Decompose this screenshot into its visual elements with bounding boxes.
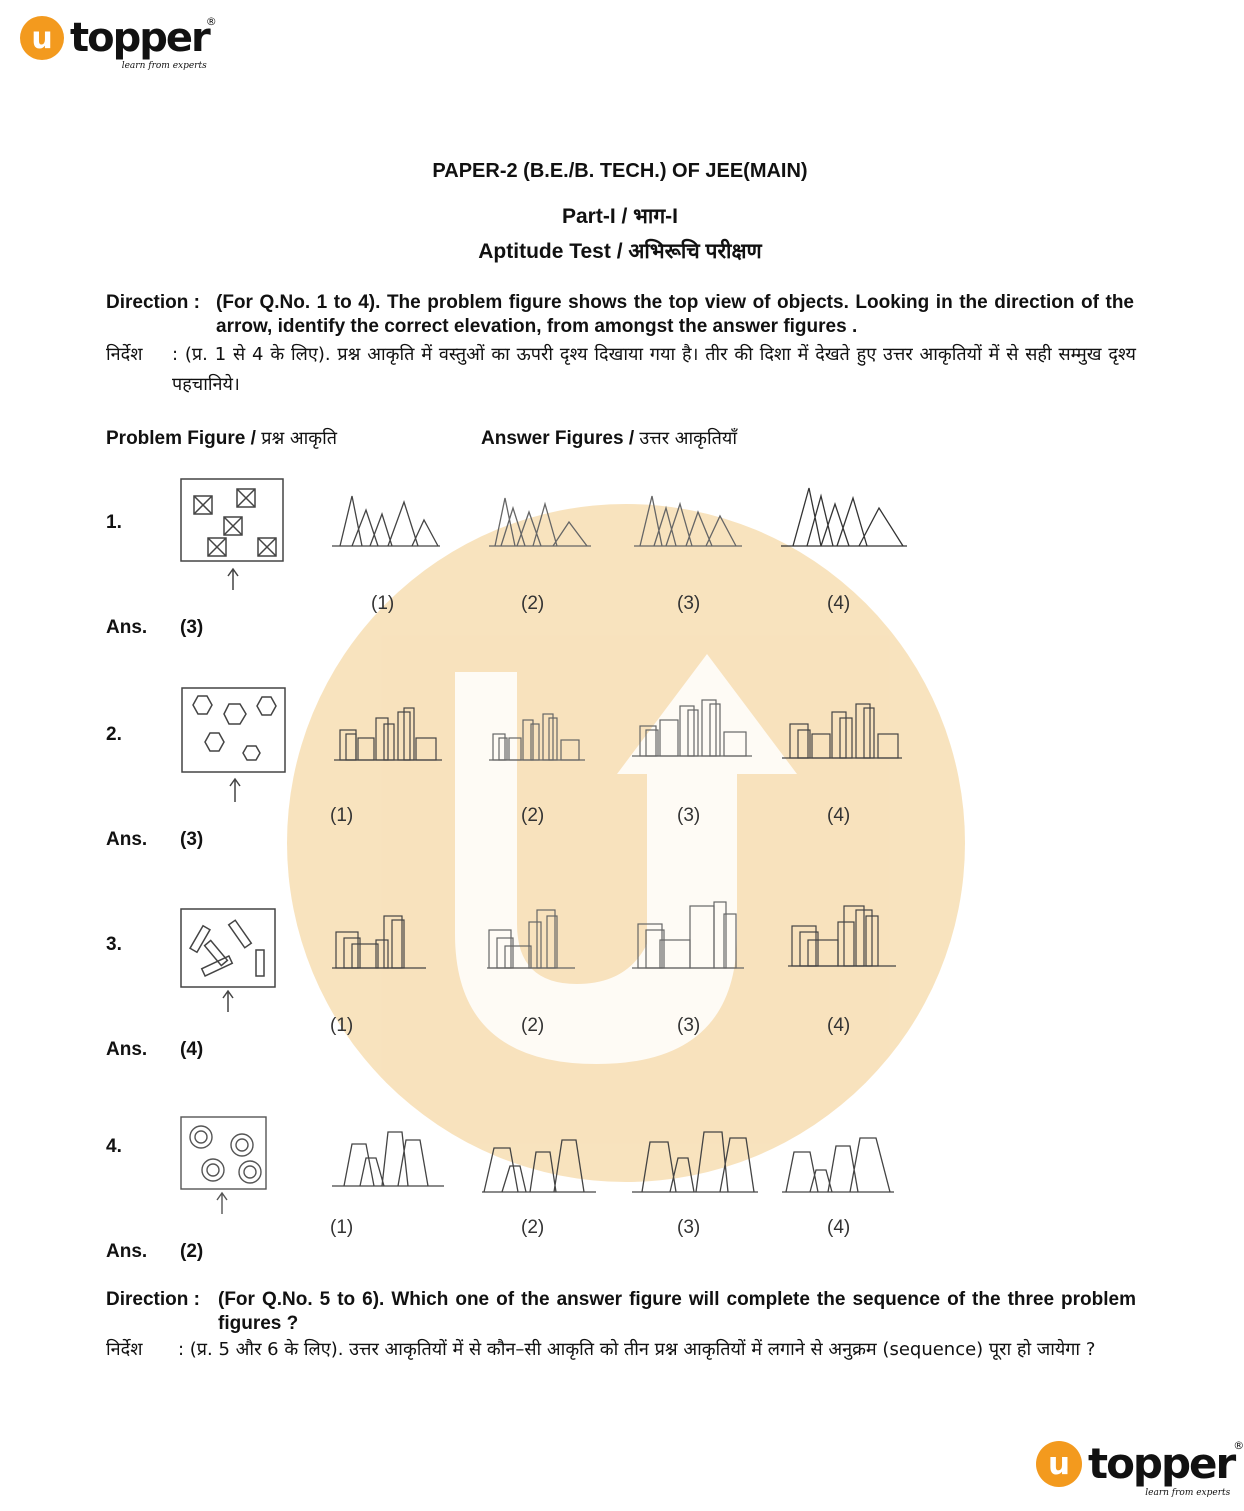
test-title: Aptitude Test / अभिरूचि परीक्षण bbox=[478, 240, 762, 263]
answer-figure-q1-1[interactable] bbox=[330, 490, 442, 550]
direction-text: (For Q.No. 5 to 6). Which one of the answer figure will complete the sequence of the three problem figures ? bbox=[218, 1289, 1136, 1334]
answer-figure-q3-2[interactable] bbox=[485, 906, 577, 972]
rotated-bar-icon bbox=[229, 920, 252, 948]
option-label: (4) bbox=[827, 805, 851, 826]
answer-figure-q2-1[interactable] bbox=[332, 704, 444, 764]
rotated-bar-icon bbox=[256, 950, 264, 976]
answer-label: Ans. bbox=[106, 1039, 148, 1060]
option-label: (1) bbox=[330, 805, 354, 826]
brand-tagline: learn from experts bbox=[121, 61, 207, 71]
answer-figure-q1-3[interactable] bbox=[632, 486, 744, 550]
hexagon-icon bbox=[224, 704, 246, 724]
crossed-box-icon bbox=[194, 496, 212, 514]
question-number: 1. bbox=[106, 512, 122, 533]
option-label: (3) bbox=[677, 593, 701, 614]
hexagon-icon bbox=[243, 746, 260, 760]
direction-label: Direction : bbox=[106, 1289, 200, 1310]
topper-logo-icon: u bbox=[1036, 1441, 1082, 1487]
brand-name: topper bbox=[70, 15, 209, 61]
answer-figure-q2-3[interactable] bbox=[630, 696, 754, 762]
option-label: (2) bbox=[521, 1015, 545, 1036]
answer-label: Ans. bbox=[106, 829, 148, 850]
hexagon-icon bbox=[205, 733, 224, 751]
answer-figure-q4-2[interactable] bbox=[480, 1130, 598, 1196]
crossed-box-icon bbox=[237, 489, 255, 507]
answer-value: (3) bbox=[180, 617, 204, 638]
question-number: 3. bbox=[106, 934, 122, 955]
crossed-box-icon bbox=[224, 517, 242, 535]
registered-mark: ® bbox=[205, 15, 217, 28]
answer-figure-q3-4[interactable] bbox=[786, 902, 898, 970]
option-label: (1) bbox=[330, 1217, 354, 1238]
answer-figures-header: Answer Figures / उत्तर आकृतियाँ bbox=[481, 428, 738, 449]
option-label: (3) bbox=[677, 805, 701, 826]
answer-figure-q4-4[interactable] bbox=[780, 1132, 896, 1196]
answer-label: Ans. bbox=[106, 1241, 148, 1262]
rotated-bar-icon bbox=[202, 956, 233, 976]
answer-figure-q3-1[interactable] bbox=[330, 910, 428, 972]
arrow-up-icon bbox=[223, 991, 233, 1012]
option-label: (2) bbox=[521, 805, 545, 826]
problem-figure-q2 bbox=[176, 684, 290, 806]
registered-mark: ® bbox=[1233, 1439, 1244, 1452]
option-label: (2) bbox=[521, 593, 545, 614]
arrow-up-icon bbox=[217, 1193, 227, 1214]
hexagon-icon bbox=[257, 697, 276, 715]
answer-value: (3) bbox=[180, 829, 204, 850]
option-label: (1) bbox=[371, 593, 395, 614]
crossed-box-icon bbox=[208, 538, 226, 556]
paper-title: PAPER-2 (B.E./B. TECH.) OF JEE(MAIN) bbox=[432, 160, 808, 182]
direction-label-hindi: निर्देश bbox=[106, 344, 143, 365]
answer-figure-q4-3[interactable] bbox=[630, 1124, 760, 1196]
problem-figure-q3 bbox=[176, 904, 280, 1016]
option-label: (4) bbox=[827, 1217, 851, 1238]
brand-tagline: learn from experts bbox=[1145, 1488, 1231, 1498]
answer-label: Ans. bbox=[106, 617, 148, 638]
answer-figure-q2-2[interactable] bbox=[487, 708, 587, 764]
ring-icon bbox=[202, 1159, 224, 1181]
problem-figure-q1 bbox=[176, 476, 288, 594]
answer-figure-q3-3[interactable] bbox=[630, 898, 746, 972]
answer-figure-q1-4[interactable] bbox=[779, 482, 909, 550]
problem-figure-q4 bbox=[176, 1112, 272, 1218]
answer-value: (2) bbox=[180, 1241, 204, 1262]
answer-value: (4) bbox=[180, 1039, 204, 1060]
question-number: 4. bbox=[106, 1136, 122, 1157]
part-title: Part-I / भाग-I bbox=[561, 205, 679, 228]
question-number: 2. bbox=[106, 724, 122, 745]
topper-logo-footer[interactable] bbox=[1036, 1439, 1244, 1498]
arrow-up-icon bbox=[230, 779, 240, 802]
direction-text: (For Q.No. 1 to 4). The problem figure shows the top view of objects. Looking in the direction of the arrow, identify the correct elevation, from amongst the answer figures . bbox=[216, 292, 1134, 337]
ring-icon bbox=[231, 1134, 253, 1156]
option-label: (3) bbox=[677, 1217, 701, 1238]
ring-icon bbox=[190, 1126, 212, 1148]
option-label: (3) bbox=[677, 1015, 701, 1036]
direction-text-hindi: : (प्र. 5 और 6 के लिए). उत्तर आकृतियों में से कौन–सी आकृति को तीन प्रश्न आकृतियों में लगाने से अनुक्रम (sequence) पूरा हो जायेगा ? bbox=[178, 1339, 1096, 1360]
answer-figure-q1-2[interactable] bbox=[487, 490, 593, 550]
option-label: (4) bbox=[827, 1015, 851, 1036]
ring-icon bbox=[239, 1161, 261, 1183]
crossed-box-icon bbox=[258, 538, 276, 556]
direction-label-hindi: निर्देश bbox=[106, 1339, 143, 1360]
option-label: (1) bbox=[330, 1015, 354, 1036]
brand-name: topper bbox=[1088, 1439, 1235, 1488]
problem-figure-header: Problem Figure / प्रश्न आकृति bbox=[106, 428, 338, 449]
topper-logo[interactable] bbox=[20, 15, 217, 71]
direction-text-hindi: : (प्र. 1 से 4 के लिए). प्रश्न आकृति में वस्तुओं का ऊपरी दृश्य दिखाया गया है। तीर की दिशा में देखते हुए उत्तर आकृतियों में से सही सम्मुख दृश्य पहचानिये। bbox=[172, 344, 1136, 395]
option-label: (4) bbox=[827, 593, 851, 614]
topper-logo-icon: u bbox=[20, 16, 64, 60]
answer-figure-q2-4[interactable] bbox=[780, 700, 904, 762]
direction-label: Direction : bbox=[106, 292, 200, 313]
arrow-up-icon bbox=[228, 569, 238, 590]
hexagon-icon bbox=[193, 696, 212, 714]
answer-figure-q4-1[interactable] bbox=[330, 1124, 446, 1190]
option-label: (2) bbox=[521, 1217, 545, 1238]
